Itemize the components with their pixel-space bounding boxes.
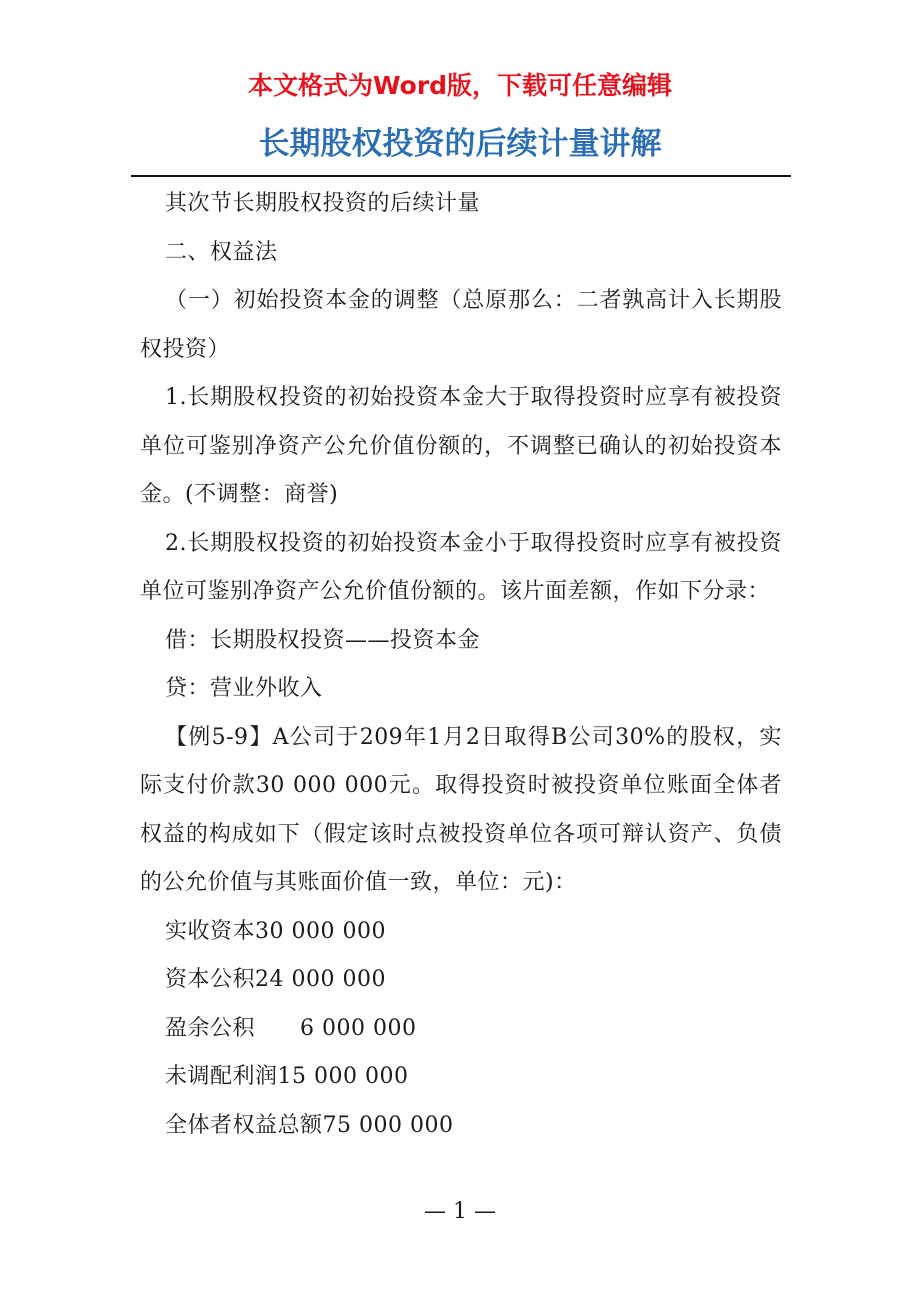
body-paragraph: 2.长期股权投资的初始投资本金小于取得投资时应享有被投资单位可鉴别净资产公允价值份额的。该片面差额，作如下分录： xyxy=(140,530,782,604)
equity-total-line: 全体者权益总额75 000 000 xyxy=(165,1112,454,1138)
title-divider xyxy=(131,175,791,177)
subsection-item-heading: （一）初始投资本金的调整（总原那么：二者孰高计入长期股权投资） xyxy=(140,288,782,362)
equity-line: 实收资本30 000 000 xyxy=(165,918,386,944)
journal-entry-credit: 贷：营业外收入 xyxy=(165,676,323,701)
equity-line: 未调配利润15 000 000 xyxy=(165,1064,409,1089)
document-title: 长期股权投资的后续计量讲解 xyxy=(258,126,662,162)
equity-line: 盈余公积 6 000 000 xyxy=(165,1015,417,1041)
equity-line: 资本公积24 000 000 xyxy=(165,967,386,992)
page-number: — 1 — xyxy=(424,1199,496,1224)
download-banner: 本文格式为Word版，下载可任意编辑 xyxy=(247,71,673,100)
document-body xyxy=(140,180,782,1150)
section-heading: 其次节长期股权投资的后续计量 xyxy=(165,191,481,216)
example-paragraph: 【例5-9】A公司于209年1月2日取得B公司30%的股权，实际支付价款30 000 000元。取得投资时被投资单位账面全体者权益的构成如下（假定该时点被投资单位各项可辩认资产、负债的公允价值与其账面价值一致，单位：元)： xyxy=(140,724,782,895)
body-paragraph: 1.长期股权投资的初始投资本金大于取得投资时应享有被投资单位可鉴别净资产公允价值份额的，不调整已确认的初始投资本金。(不调整：商誉) xyxy=(140,385,782,507)
subsection-heading: 二、权益法 xyxy=(165,239,278,265)
journal-entry-debit: 借：长期股权投资——投资本金 xyxy=(165,627,481,653)
